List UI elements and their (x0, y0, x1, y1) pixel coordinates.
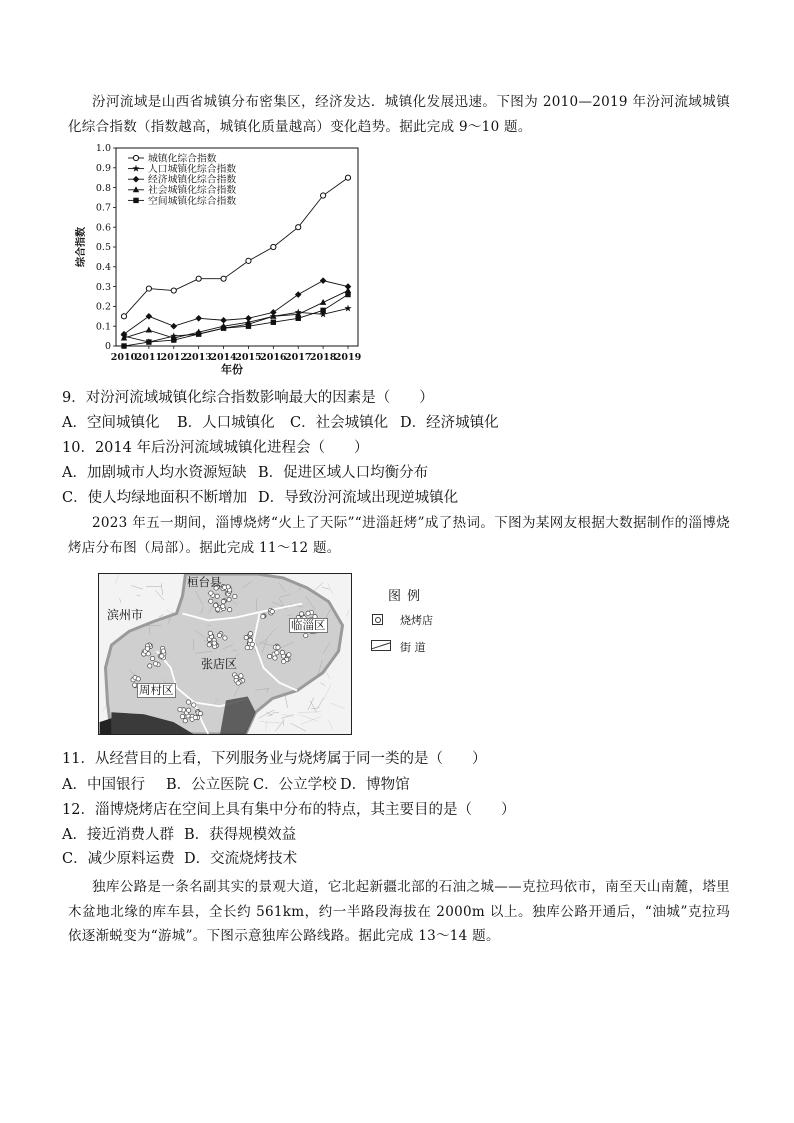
bbq-shop-icon (372, 614, 383, 625)
bbq-shop-marker (192, 703, 196, 707)
bbq-shop-marker (236, 681, 240, 685)
bbq-shop-marker (248, 638, 252, 642)
bbq-shop-marker (222, 585, 226, 589)
x-tick-label: 2018 (309, 352, 337, 363)
street-icon (371, 640, 391, 651)
bbq-shop-marker (270, 609, 274, 613)
y-tick-label: 0.2 (95, 301, 111, 313)
x-tick-label: 2017 (284, 352, 312, 363)
question-10-option-d[interactable]: D．导致汾河流域出现逆城镇化 (258, 490, 459, 506)
spatial-index-point (221, 325, 226, 330)
x-tick-label: 2011 (135, 352, 163, 363)
population-index-point (344, 305, 351, 312)
map-label-zhoucun: 周村区 (139, 683, 174, 697)
y-tick-label: 0.7 (95, 202, 111, 214)
bbq-shop-marker (159, 654, 163, 658)
y-tick-label: 0.1 (95, 321, 111, 333)
bbq-shop-marker (221, 599, 225, 603)
question-9-option-a[interactable]: A．空间城镇化 (62, 415, 160, 431)
passage-duku-highway: 独库公路是一条名副其实的景观大道，它北起新疆北部的石油之城——克拉玛依市，南至天山南麓，塔里木盆地北缘的库车县，全长约 561km，约一半路段海拔在 2000m 以上。独库公路开通后，“油城”克拉玛依逐渐蜕变为“游城”。下图示意独库公路线路。据此完成 13～14 题。 (68, 879, 730, 944)
overall-index-point (271, 244, 276, 249)
bbq-shop-marker (304, 633, 308, 637)
overall-index-point (121, 314, 126, 319)
bbq-shop-marker (180, 714, 184, 718)
spatial-index-point (320, 308, 325, 313)
bbq-shop-marker (227, 597, 231, 601)
legend-marker-population (132, 165, 139, 172)
bbq-shop-marker (209, 599, 213, 603)
legend-label-overall: 城镇化综合指数 (148, 153, 217, 165)
social-index-line (124, 291, 348, 339)
question-12-option-d[interactable]: D．交流烧烤技术 (184, 851, 298, 867)
x-tick-label: 2012 (160, 352, 188, 363)
bbq-shop-marker (273, 656, 277, 660)
legend-marker-social (133, 186, 139, 192)
legend-marker-overall (133, 155, 138, 160)
question-11-option-b[interactable]: B．公立医院 (166, 777, 250, 793)
bbq-shop-marker (148, 664, 152, 668)
spatial-index-point (246, 324, 251, 329)
bbq-shop-marker (153, 662, 157, 666)
question-11-option-c[interactable]: C．公立学校 (253, 777, 337, 793)
question-10-options-row-1 (0, 461, 794, 486)
y-tick-label: 1.0 (95, 143, 111, 155)
map-legend-shop-label: 烧烤店 (400, 614, 433, 627)
bbq-shop-marker (186, 700, 190, 704)
question-11-option-d[interactable]: D．博物馆 (340, 777, 410, 793)
bbq-shop-marker (239, 674, 243, 678)
y-tick-label: 0.9 (95, 163, 111, 174)
question-10-option-c[interactable]: C．使人均绿地面积不断增加 (62, 490, 248, 506)
bbq-shop-marker (212, 641, 216, 645)
question-12-stem: 12．淄博烧烤店在空间上具有集中分布的特点，其主要目的是（ ） (62, 802, 516, 818)
question-12-options-row-1 (0, 823, 794, 848)
legend-marker-spatial (133, 198, 138, 203)
bbq-shop-marker (228, 607, 232, 611)
bbq-shop-marker (178, 707, 182, 711)
map-label-huantai: 桓台县 (187, 575, 222, 589)
map-label-binzhou: 滨州市 (107, 608, 144, 622)
bbq-shop-marker (208, 631, 212, 635)
economic-index-point (220, 317, 227, 324)
map-legend-title: 图 例 (388, 589, 422, 604)
overall-index-point (221, 276, 226, 281)
bbq-shop-distribution-map (98, 573, 352, 735)
bbq-shop-marker (207, 643, 211, 647)
spatial-index-point (121, 343, 126, 348)
spatial-index-point (271, 320, 276, 325)
overall-index-point (321, 193, 326, 198)
x-tick-label: 2014 (210, 352, 237, 363)
spatial-index-point (296, 316, 301, 321)
question-9-option-b[interactable]: B．人口城镇化 (177, 415, 275, 431)
map-label-linzi: 临淄区 (291, 618, 326, 632)
x-tick-label: 2015 (235, 352, 262, 363)
legend-label-economic: 经济城镇化综合指数 (148, 174, 237, 186)
y-tick-label: 0 (104, 341, 111, 353)
bbq-shop-marker (275, 651, 279, 655)
question-11-options (0, 773, 794, 798)
overall-index-point (296, 225, 301, 230)
bbq-shop-marker (287, 653, 291, 657)
bbq-shop-marker (221, 604, 225, 608)
overall-index-point (171, 288, 176, 293)
bbq-shop-marker (248, 631, 252, 635)
bbq-shop-marker (233, 594, 237, 598)
x-tick-label: 2016 (260, 352, 287, 363)
spatial-index-line (124, 295, 348, 346)
bbq-shop-marker (280, 650, 284, 654)
y-axis-title: 综合指数 (76, 227, 87, 267)
bbq-shop-marker (267, 654, 271, 658)
y-tick-label: 0.6 (95, 222, 111, 234)
bbq-shop-marker (198, 711, 202, 715)
overall-index-point (146, 286, 151, 291)
bbq-shop-marker (281, 659, 285, 663)
bbq-shop-marker (186, 708, 190, 712)
x-tick-label: 2019 (334, 352, 362, 363)
economic-index-point (170, 323, 177, 330)
bbq-shop-marker (213, 603, 217, 607)
y-tick-label: 0.4 (95, 262, 111, 273)
bbq-shop-marker (276, 645, 280, 649)
spatial-index-point (146, 339, 151, 344)
question-9-options (0, 411, 794, 436)
question-12-option-b[interactable]: B．获得规模效益 (184, 827, 297, 843)
question-12-option-c[interactable]: C．减少原料运费 (62, 851, 175, 867)
spatial-index-point (171, 337, 176, 342)
bbq-shop-marker (306, 611, 310, 615)
economic-index-point (195, 315, 202, 322)
economic-index-point (146, 313, 153, 320)
legend-label-population: 人口城镇化综合指数 (148, 164, 237, 175)
question-12-options-row-2 (0, 847, 794, 872)
bbq-shop-marker (209, 591, 213, 595)
bbq-shop-marker (245, 645, 249, 649)
passage-zibo-bbq: 2023 年五一期间，淄博烧烤“火上了天际”“进淄赶烤”成了热词。下图为某网友根据大数据制作的淄博烧烤店分布图（局部）。据此完成 11～12 题。 (68, 515, 730, 556)
spatial-index-point (345, 292, 350, 297)
bbq-shop-marker (223, 636, 227, 640)
bbq-shop-marker (261, 614, 265, 618)
x-axis-title: 年份 (221, 363, 243, 376)
x-tick-label: 2013 (185, 352, 212, 363)
map-label-zhangdian: 张店区 (201, 657, 238, 671)
bbq-shop-marker (215, 594, 219, 598)
bbq-shop-marker (161, 649, 165, 653)
bbq-shop-marker (250, 642, 254, 646)
economic-index-point (295, 291, 302, 298)
legend-marker-economic (133, 176, 140, 183)
y-tick-label: 0.5 (95, 242, 111, 254)
bbq-shop-marker (150, 656, 154, 660)
question-10-stem: 10．2014 年后汾河流域城镇化进程会（ ） (62, 440, 369, 456)
question-9-option-c[interactable]: C．社会城镇化 (290, 415, 389, 431)
legend-label-spatial: 空间城镇化综合指数 (148, 195, 237, 207)
question-12-option-a[interactable]: A．接近消费人群 (62, 827, 174, 843)
urbanization-index-chart (70, 140, 370, 380)
spatial-index-point (196, 331, 201, 336)
map-canvas (99, 574, 351, 734)
y-tick-label: 0.8 (95, 182, 111, 194)
map-legend-road-label: 街 道 (400, 641, 426, 654)
overall-index-point (246, 258, 251, 263)
bbq-shop-marker (183, 719, 187, 723)
y-tick-label: 0.3 (95, 281, 111, 293)
passage-fenhe: 汾河流域是山西省城镇分布密集区，经济发达．城镇化发展迅速。下图为 2010—2019 年汾河流域城镇化综合指数（指数越高，城镇化质量越高）变化趋势。据此完成 9～10 题。 (68, 94, 730, 135)
chart-canvas (70, 140, 370, 380)
bbq-shop-marker (136, 677, 140, 681)
question-10-options-row-2 (0, 486, 794, 511)
question-11-option-a[interactable]: A．中国银行 (62, 777, 145, 793)
question-10-option-a[interactable]: A．加剧城市人均水资源短缺 (62, 465, 247, 481)
bbq-shop-marker (193, 715, 197, 719)
question-9-option-d[interactable]: D．经济城镇化 (400, 415, 499, 431)
bbq-shop-marker (299, 612, 303, 616)
overall-index-point (345, 175, 350, 180)
x-tick-label: 2010 (110, 352, 138, 363)
social-index-point (146, 327, 152, 333)
map-legend (368, 583, 458, 663)
overall-index-point (196, 276, 201, 281)
economic-index-point (320, 277, 327, 284)
legend-label-social: 社会城镇化综合指数 (148, 185, 237, 197)
question-11-stem: 11．从经营目的上看，下列服务业与烧烤属于同一类的是（ ） (62, 751, 487, 767)
question-10-option-b[interactable]: B．促进区域人口均衡分布 (258, 465, 429, 481)
bbq-shop-marker (217, 633, 221, 637)
question-9-stem: 9．对汾河流域城镇化综合指数影响最大的因素是（ ） (62, 390, 434, 406)
bbq-shop-marker (145, 647, 149, 651)
